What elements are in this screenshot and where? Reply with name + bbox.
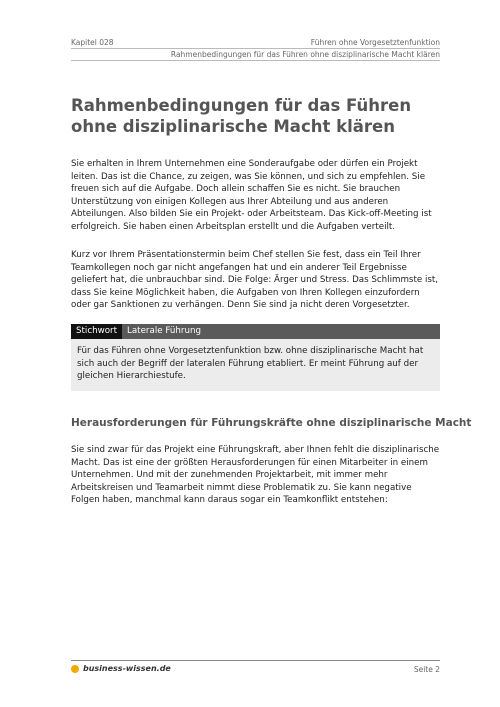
keyword-box (71, 339, 440, 391)
section-title: Rahmenbedingungen für das Führen ohne disziplinarische Macht klären (170, 50, 440, 59)
header-divider-2 (71, 60, 440, 61)
page-title: Rahmenbedingungen für das Führen ohne disziplinarische Macht klären (71, 96, 412, 136)
logo-text: business-wissen.de (83, 664, 171, 673)
page-number: Seite 2 (413, 665, 440, 674)
book-title: Führen ohne Vorgesetztenfunktion (310, 38, 440, 47)
chapter-label: Kapitel 028 (71, 38, 114, 47)
section-heading: Herausforderungen für Führungskräfte ohne disziplinarische Macht (71, 417, 472, 429)
logo-dot-icon (71, 665, 79, 673)
header-divider (71, 48, 440, 49)
paragraph-1: Sie erhalten in Ihrem Unternehmen eine Sonderaufgabe oder dürfen ein Projekt leiten. Das ist die Chance, zu zeigen, was Sie können, und sich zu empfehlen. Sie freuen sich auf die Aufgabe. Doch allein schaffen Sie es nicht. Sie brauchen Unterstützung von einigen Kollegen aus Ihrer Abteilung und aus anderen Abteilungen. Also bilden Sie ein Projekt- oder Arbeitsteam. Das Kick-off-Meeting ist erfolgreich. Sie haben einen Arbeitsplan erstellt und die Aufgaben verteilt. (71, 159, 432, 232)
keyword-topic: Laterale Führung (127, 326, 201, 336)
paragraph-3: Sie sind zwar für das Projekt eine Führungskraft, aber Ihnen fehlt die disziplinarische Macht. Das ist eine der größten Herausforderungen für einen Mitarbeiter in einem Unternehmen. Und mit der zunehmenden Projektarbeit, mit immer mehr Arbeitskreisen und Teamarbeit nimmt diese Problematik zu. Sie kann negative Folgen haben, manchmal kann daraus sogar ein Teamkonflikt entstehen: (71, 445, 440, 506)
paragraph-2: Kurz vor Ihrem Präsentationstermin beim Chef stellen Sie fest, dass ein Teil Ihrer Teamkollegen noch gar nicht angefangen hat und ein anderer Teil Ergebnisse geliefert hat, die unbrauchbar sind. Die Folge: Ärger und Stress. Das Schlimmste ist, dass Sie keine Möglichkeit haben, die Aufgaben von Ihren Kollegen einzufordern oder gar Sanktionen zu verhängen. Denn Sie sind ja nicht deren Vorgesetzter. (71, 250, 439, 311)
brand-logo (71, 664, 171, 673)
keyword-header (71, 324, 440, 339)
keyword-label: Stichwort (71, 324, 122, 339)
keyword-definition: Für das Führen ohne Vorgesetztenfunktion bzw. ohne disziplinarische Macht hat sich auch der Begriff der lateralen Führung etabliert. Er meint Führung auf der gleichen Hierarchiestufe. (77, 346, 424, 382)
footer-divider (71, 660, 440, 661)
